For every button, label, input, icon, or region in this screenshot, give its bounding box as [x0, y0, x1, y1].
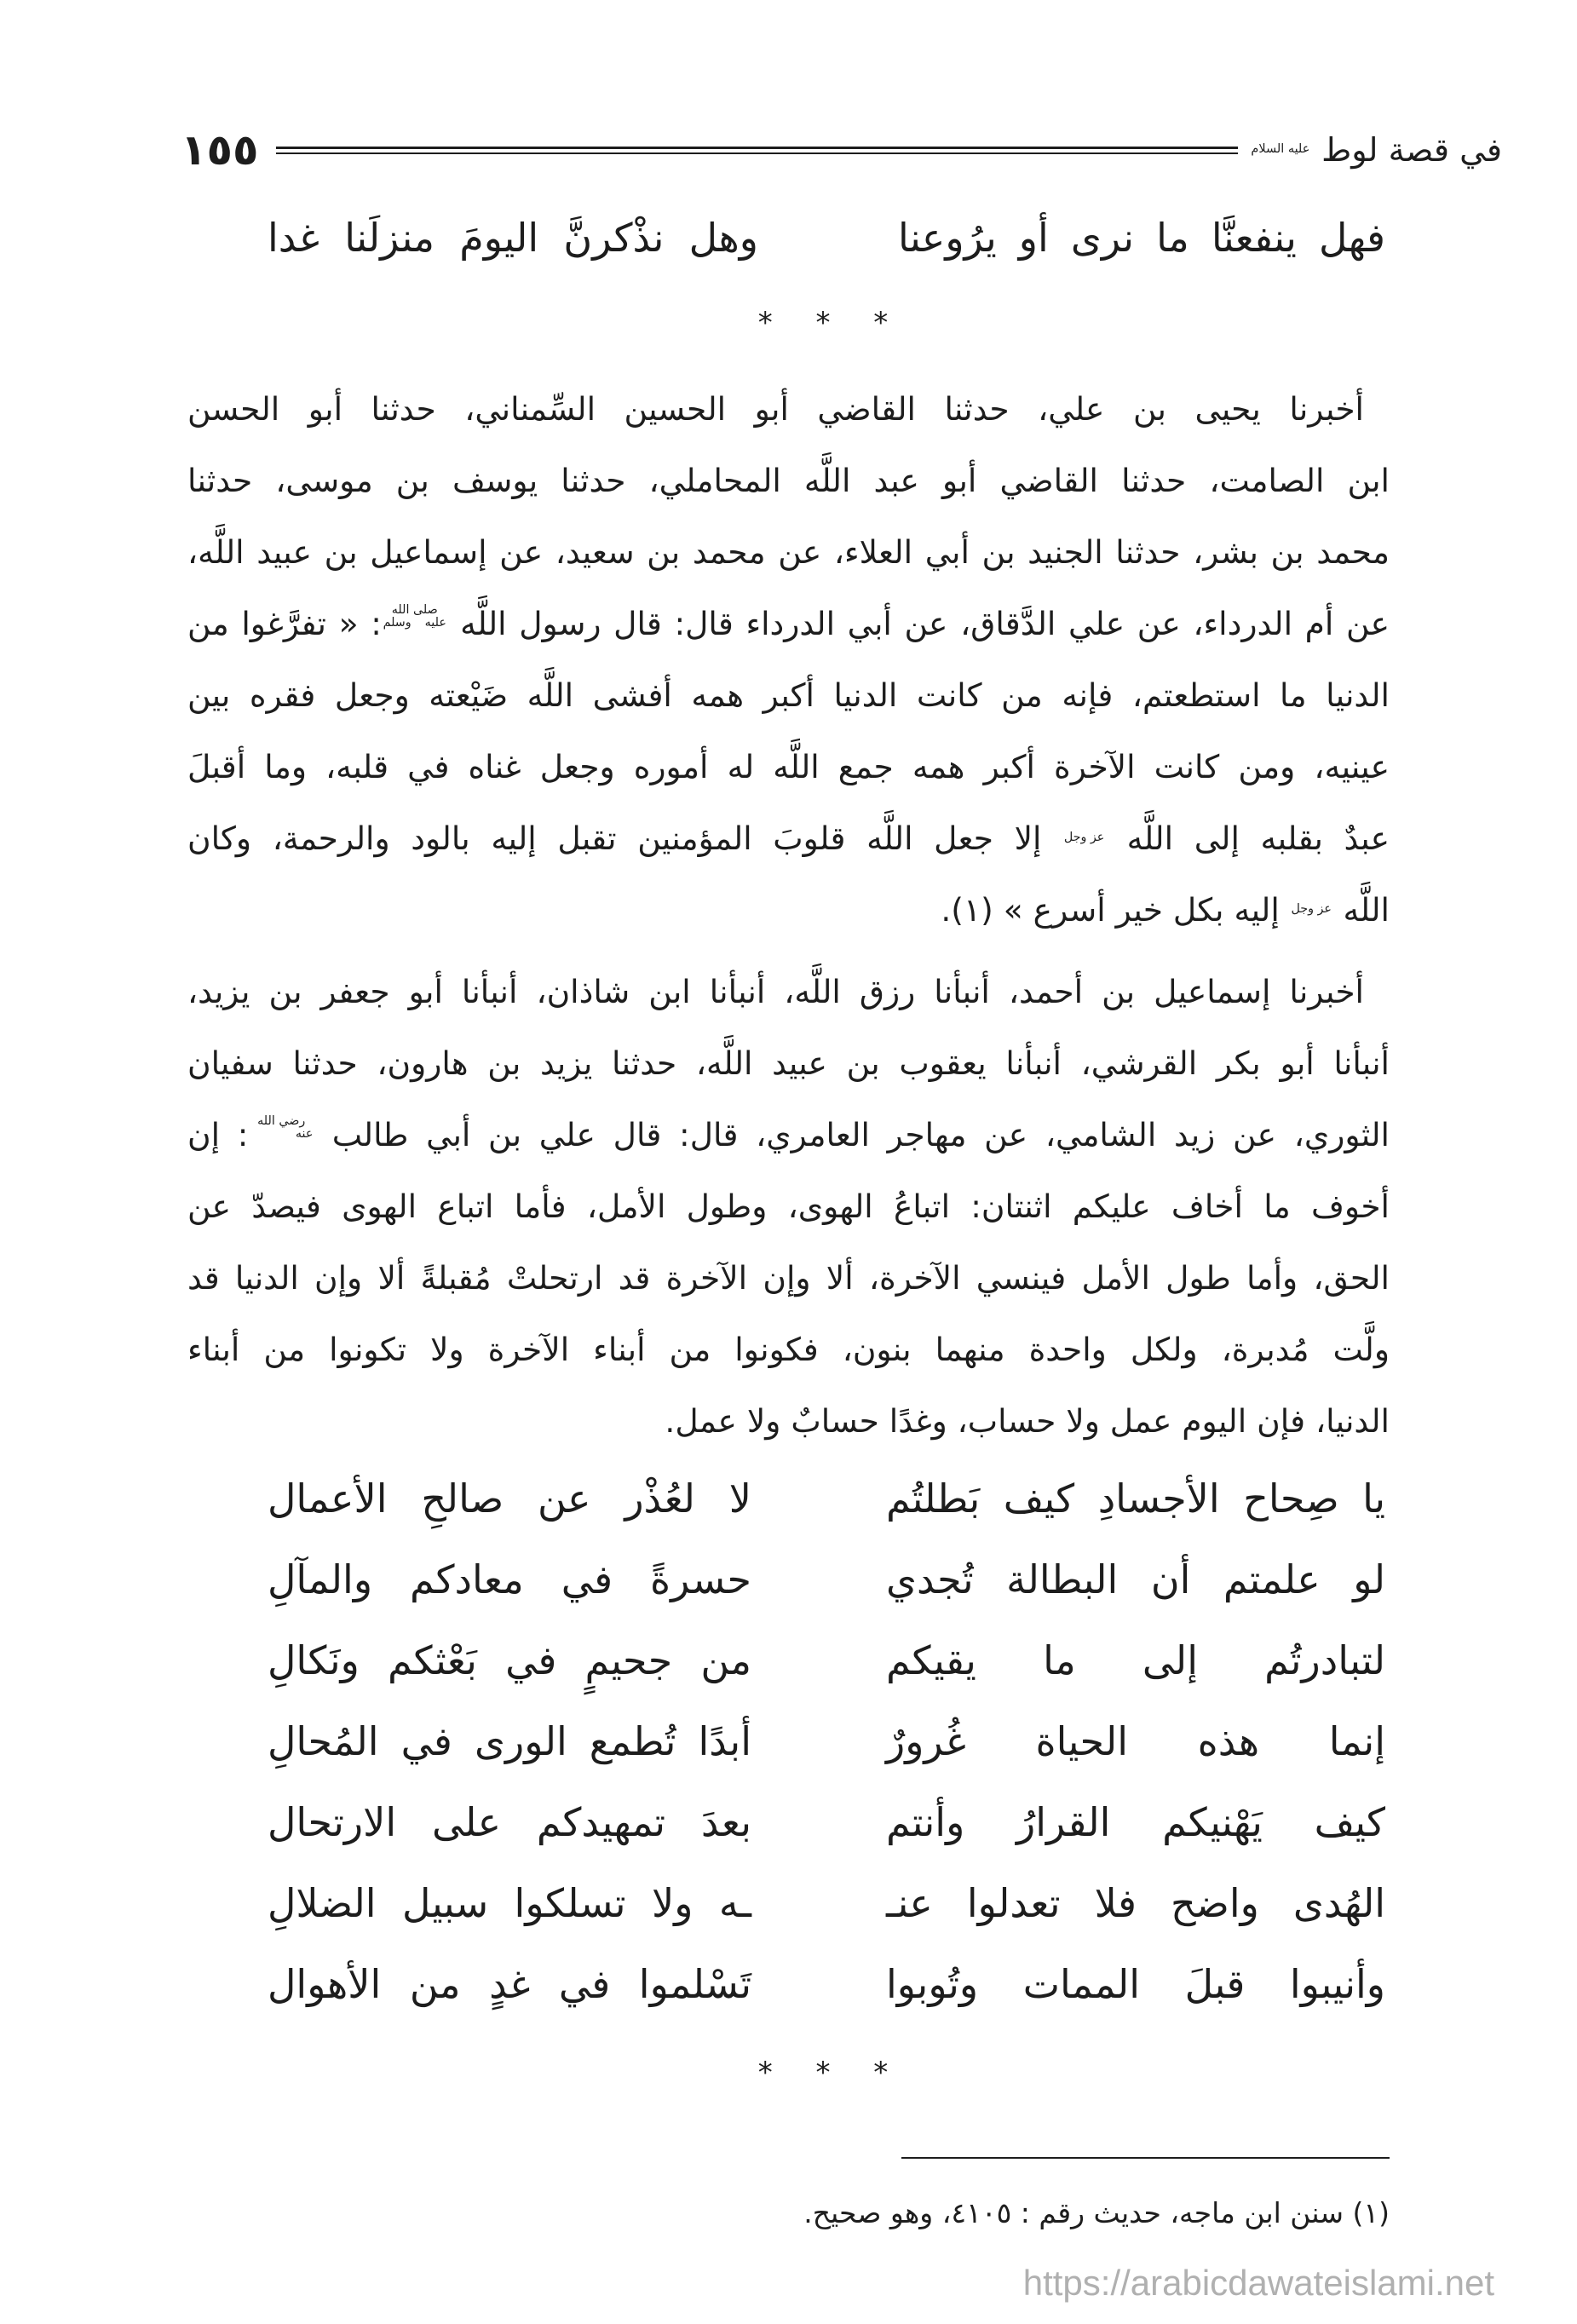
text-line	[187, 445, 1390, 516]
text-run: ابن الصامت، حدثنا القاضي أبو عبد اللَّه المحاملي، حدثنا يوسف بن موسى، حدثنا	[187, 462, 1390, 499]
line-text	[665, 1402, 1390, 1440]
text-run: عبدٌ بقلبه إلى اللَّه	[1105, 820, 1390, 857]
text-line	[187, 731, 1390, 802]
line-text	[187, 605, 1390, 642]
line-text	[187, 1188, 1390, 1225]
hemistich-text: يا صِحاح الأجسادِ كيف بَطلتُم	[886, 1476, 1385, 1522]
text-line	[187, 516, 1390, 588]
hemistich-text: من جحيمٍ في بَعْثكم ونَكالِ	[268, 1637, 751, 1683]
line-text	[187, 1116, 1390, 1153]
first-hemistich	[886, 1782, 1385, 1863]
text-run: ولَّت مُدبرة، ولكل واحدة منهما بنون، فكونوا من أبناء الآخرة ولا تكونوا من أبناء	[187, 1331, 1390, 1368]
text-run: عينيه، ومن كانت الآخرة أكبر همه جمع اللَّه له أموره وجعل غناه في قلبه، وما أقبلَ	[187, 748, 1390, 785]
text-run: أخبرنا يحيى بن علي، حدثنا القاضي أبو الحسين السِّمناني، حدثنا أبو الحسن	[187, 390, 1364, 428]
line-text	[187, 462, 1390, 499]
text-run: : إن	[187, 1116, 249, 1153]
text-run: اللَّه	[1332, 891, 1390, 929]
text-run: إلا جعل اللَّه قلوبَ المؤمنين تقبل إليه بالود والرحمة، وكان	[187, 820, 1063, 857]
footnote-separator	[901, 2157, 1390, 2159]
line-text	[187, 390, 1364, 428]
text-line	[187, 1385, 1390, 1457]
second-hemistich	[268, 202, 758, 273]
text-line	[187, 1099, 1390, 1171]
hemistich-text: لا لعُذْر عن صالحِ الأعمال	[268, 1476, 751, 1522]
poem-verse	[268, 1782, 1385, 1863]
poem-verse	[268, 1539, 1385, 1620]
poem	[268, 1458, 1385, 2025]
first-hemistich	[886, 1944, 1385, 2025]
footnote: (١) سنن ابن ماجه، حديث رقم : ٤١٠٥، وهو صحيح.	[803, 2196, 1390, 2229]
text-line	[187, 659, 1390, 731]
honorific-ligature: عز وجل	[1063, 831, 1105, 845]
line-text	[187, 1331, 1390, 1368]
text-run: الثوري، عن زيد الشامي، عن مهاجر العامري، قال: قال علي بن أبي طالب	[314, 1116, 1390, 1153]
first-hemistich	[886, 1863, 1385, 1944]
header-double-rule	[276, 147, 1238, 154]
text-line	[187, 874, 1390, 946]
text-line	[187, 1171, 1390, 1242]
second-hemistich	[268, 1782, 751, 1863]
line-text	[187, 748, 1390, 785]
second-hemistich	[268, 1863, 751, 1944]
hemistich-text: لتبادرتُم إلى ما يقيكم	[886, 1637, 1385, 1683]
text-run: : « تفرَّغوا من	[187, 605, 382, 642]
poem-verse	[268, 1944, 1385, 2025]
line-text	[187, 1259, 1390, 1297]
honorific-ligature: صلى الله عليه وسلم	[383, 603, 446, 630]
line-text	[187, 676, 1390, 714]
hemistich-text: ـه ولا تسلكوا سبيل الضلالِ	[268, 1880, 751, 1926]
hemistich-text: الهُدى واضح فلا تعدلوا عنـ	[886, 1880, 1385, 1926]
first-hemistich	[886, 1620, 1385, 1701]
text-run: محمد بن بشر، حدثنا الجنيد بن أبي العلاء، عن محمد بن سعيد، عن إسماعيل بن عبيد اللَّه،	[187, 533, 1390, 571]
hemistich-text: كيف يَهْنيكم القرارُ وأنتم	[886, 1799, 1385, 1845]
poem-verse	[268, 1620, 1385, 1701]
hemistich-text: وهل نذْكرنَّ اليومَ منزلَنا غدا	[268, 215, 758, 261]
first-hemistich	[886, 1458, 1385, 1539]
text-line	[187, 1314, 1390, 1385]
running-title	[1250, 123, 1502, 177]
hemistich-text: بعدَ تمهيدكم على الارتحال	[268, 1799, 751, 1845]
section-break: * * *	[757, 2056, 889, 2090]
honorific-ligature: عز وجل	[1291, 902, 1332, 917]
line-text	[187, 533, 1390, 571]
line-text	[187, 973, 1364, 1010]
text-run: الدنيا، فإن اليوم عمل ولا حساب، وغدًا حسابٌ ولا عمل.	[665, 1402, 1390, 1440]
second-hemistich	[268, 1944, 751, 2025]
hemistich-text: حسرةً في معادكم والمآلِ	[268, 1556, 751, 1602]
opening-verse	[268, 202, 1385, 273]
second-hemistich	[268, 1458, 751, 1539]
text-run: إليه بكل خير أسرع » (١).	[941, 891, 1290, 929]
line-text	[941, 891, 1390, 929]
hemistich-text: لو علمتم أن البطالة تُجدي	[886, 1556, 1385, 1602]
text-line	[187, 1027, 1390, 1099]
text-run: الدنيا ما استطعتم، فإنه من كانت الدنيا أكبر همه أفشى اللَّه ضَيْعته وجعل فقره بين	[187, 676, 1390, 714]
first-hemistich	[886, 1701, 1385, 1782]
watermark-url: https://arabicdawateislami.net	[1022, 2263, 1494, 2303]
text-run: أخبرنا إسماعيل بن أحمد، أنبأنا رزق اللَّه، أنبأنا ابن شاذان، أنبأنا أبو جعفر بن يزيد،	[187, 973, 1364, 1010]
paragraph	[187, 373, 1390, 946]
running-header	[181, 123, 1502, 177]
honorific-ligature: رضي الله عنه	[257, 1114, 314, 1142]
hemistich-text: فهل ينفعنَّا ما نرى أو يرُوعنا	[898, 215, 1385, 261]
poem-verse	[268, 1863, 1385, 1944]
text-run: الحق، وأما طول الأمل فينسي الآخرة، ألا وإن الآخرة قد ارتحلتْ مُقبلةً ألا وإن الدنيا قد	[187, 1259, 1390, 1297]
line-text	[187, 820, 1390, 857]
second-hemistich	[268, 1539, 751, 1620]
section-break: * * *	[757, 306, 889, 340]
hemistich-text: تَسْلموا في غدٍ من الأهوال	[268, 1961, 751, 2007]
first-hemistich	[898, 202, 1385, 273]
line-text	[187, 1044, 1390, 1082]
text-line	[187, 373, 1390, 445]
hemistich-text: أبدًا تُطمع الورى في المُحالِ	[268, 1718, 751, 1764]
second-hemistich	[268, 1620, 751, 1701]
poem-verse	[268, 1701, 1385, 1782]
page-number: ١٥٥	[181, 125, 259, 175]
text-line	[187, 588, 1390, 659]
second-hemistich	[268, 1701, 751, 1782]
paragraph	[187, 956, 1390, 1457]
hemistich-text: إنما هذه الحياة غُرورٌ	[886, 1718, 1385, 1764]
running-title-text: في قصة لوط	[1321, 131, 1502, 169]
text-run: أخوف ما أخاف عليكم اثنتان: اتباعُ الهوى، وطول الأمل، فأما اتباع الهوى فيصدّ عن	[187, 1188, 1390, 1225]
hemistich-text: وأنيبوا قبلَ الممات وتُوبوا	[886, 1961, 1385, 2007]
text-line	[187, 956, 1390, 1027]
honorific-ligature: عليه السلام	[1251, 141, 1310, 156]
poem-verse	[268, 1458, 1385, 1539]
text-run: عن أم الدرداء، عن علي الدَّقاق، عن أبي الدرداء قال: قال رسول اللَّه	[447, 605, 1390, 642]
text-line	[187, 802, 1390, 874]
text-line	[187, 1242, 1390, 1314]
text-run: أنبأنا أبو بكر القرشي، أنبأنا يعقوب بن عبيد اللَّه، حدثنا يزيد بن هارون، حدثنا سفيان	[187, 1044, 1390, 1082]
first-hemistich	[886, 1539, 1385, 1620]
